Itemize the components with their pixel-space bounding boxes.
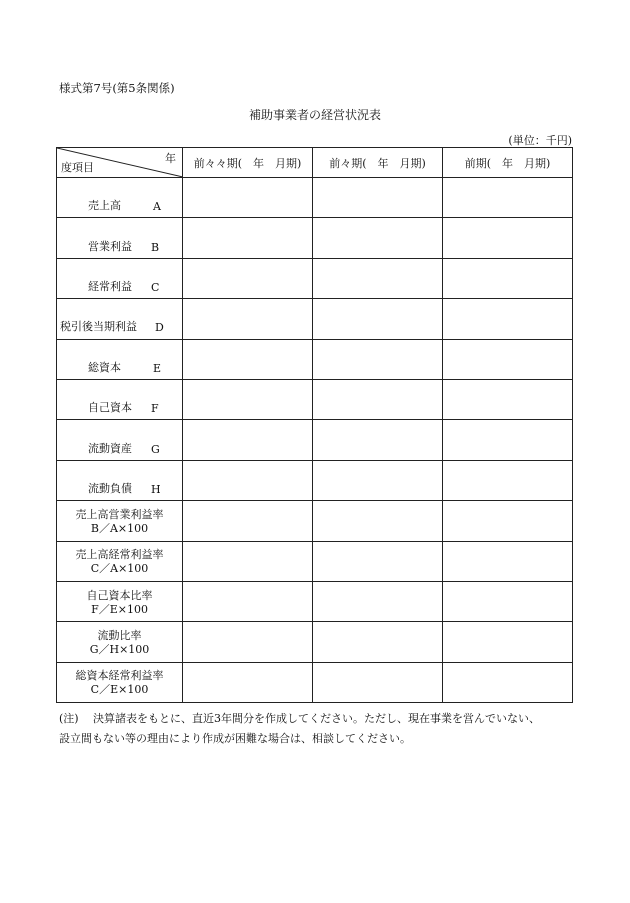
- row-code: E: [153, 361, 162, 375]
- value-cell[interactable]: [443, 299, 573, 339]
- value-cell[interactable]: [443, 379, 573, 419]
- document-title: 補助事業者の経営状況表: [248, 108, 381, 122]
- row-code: D: [155, 321, 164, 335]
- note-line-2: 設立間もない等の理由により作成が困難な場合は、相談してください。: [59, 732, 411, 745]
- unit-label: (単位：千円): [508, 134, 572, 147]
- table-row: [57, 218, 573, 258]
- value-cell[interactable]: [313, 581, 443, 621]
- row-code: F: [151, 402, 159, 416]
- ratio-label: 自己資本比率: [86, 588, 153, 602]
- value-cell[interactable]: [443, 662, 573, 702]
- value-cell[interactable]: [183, 501, 313, 541]
- row-label: 流動負債: [88, 481, 132, 495]
- value-cell[interactable]: [443, 178, 573, 218]
- row-code: A: [153, 200, 161, 214]
- table-row: [57, 662, 573, 702]
- value-cell[interactable]: [183, 218, 313, 258]
- value-cell[interactable]: [443, 541, 573, 581]
- value-cell[interactable]: [183, 622, 313, 662]
- ratio-formula: F／E×100: [91, 602, 148, 616]
- ratio-formula: C／E×100: [90, 683, 149, 697]
- row-label: 税引後当期利益: [60, 320, 137, 334]
- ratio-label: 流動比率: [97, 628, 142, 642]
- row-label: 総資本: [88, 360, 121, 374]
- ratio-label: 売上高経常利益率: [75, 548, 164, 562]
- row-label: 流動資産: [88, 441, 132, 455]
- value-cell[interactable]: [443, 218, 573, 258]
- table-row: [57, 258, 573, 298]
- table-header-row: [57, 148, 573, 178]
- value-cell[interactable]: [183, 339, 313, 379]
- value-cell[interactable]: [183, 379, 313, 419]
- value-cell[interactable]: [313, 662, 443, 702]
- period-header-3: 前期( 年 月期): [443, 148, 573, 178]
- ratio-formula: B／A×100: [90, 521, 149, 535]
- table-row: [57, 501, 573, 541]
- value-cell[interactable]: [313, 460, 443, 500]
- value-cell[interactable]: [183, 178, 313, 218]
- value-cell[interactable]: [313, 218, 443, 258]
- value-cell[interactable]: [443, 339, 573, 379]
- table-row: [57, 339, 573, 379]
- value-cell[interactable]: [183, 258, 313, 298]
- value-cell[interactable]: [313, 299, 443, 339]
- ratio-label: 総資本経常利益率: [75, 669, 164, 683]
- ratio-formula: C／A×100: [90, 562, 149, 576]
- value-cell[interactable]: [313, 339, 443, 379]
- value-cell[interactable]: [313, 622, 443, 662]
- table-row: [57, 379, 573, 419]
- value-cell[interactable]: [443, 258, 573, 298]
- table-row: [57, 622, 573, 662]
- row-label: 自己資本: [88, 401, 132, 415]
- row-code: C: [151, 280, 160, 294]
- value-cell[interactable]: [313, 379, 443, 419]
- ratio-formula: G／H×100: [89, 642, 150, 656]
- value-cell[interactable]: [183, 299, 313, 339]
- row-label: 営業利益: [88, 239, 132, 253]
- value-cell[interactable]: [443, 460, 573, 500]
- period-header-1: 前々々期( 年 月期): [183, 148, 313, 178]
- note-prefix: (注): [59, 712, 79, 725]
- row-code: H: [151, 482, 161, 496]
- row-code: G: [151, 442, 160, 456]
- value-cell[interactable]: [313, 420, 443, 460]
- form-number: 様式第7号(第5条関係): [59, 81, 175, 95]
- value-cell[interactable]: [183, 581, 313, 621]
- table-row: [57, 541, 573, 581]
- ratio-label: 売上高営業利益率: [75, 507, 164, 521]
- period-header-2: 前々期( 年 月期): [313, 148, 443, 178]
- year-header-label: 年: [165, 152, 176, 165]
- value-cell[interactable]: [313, 501, 443, 541]
- row-code: B: [151, 240, 160, 254]
- value-cell[interactable]: [313, 258, 443, 298]
- value-cell[interactable]: [443, 501, 573, 541]
- row-label: 売上高: [88, 199, 121, 213]
- value-cell[interactable]: [183, 662, 313, 702]
- row-label: 経常利益: [88, 279, 132, 293]
- value-cell[interactable]: [183, 420, 313, 460]
- footnote: [59, 709, 579, 749]
- value-cell[interactable]: [183, 460, 313, 500]
- value-cell[interactable]: [313, 178, 443, 218]
- value-cell[interactable]: [443, 420, 573, 460]
- table-row: [57, 420, 573, 460]
- item-header-label: 度項目: [61, 161, 94, 174]
- corner-header-cell: [57, 148, 183, 178]
- table-row: [57, 460, 573, 500]
- table-row: [57, 178, 573, 218]
- note-line-1: 決算諸表をもとに、直近3年間分を作成してください。ただし、現在事業を営んでいない、: [93, 712, 540, 725]
- value-cell[interactable]: [313, 541, 443, 581]
- value-cell[interactable]: [443, 622, 573, 662]
- table-row: [57, 581, 573, 621]
- financial-status-table: [56, 147, 573, 703]
- value-cell[interactable]: [183, 541, 313, 581]
- table-row: [57, 299, 573, 339]
- value-cell[interactable]: [443, 581, 573, 621]
